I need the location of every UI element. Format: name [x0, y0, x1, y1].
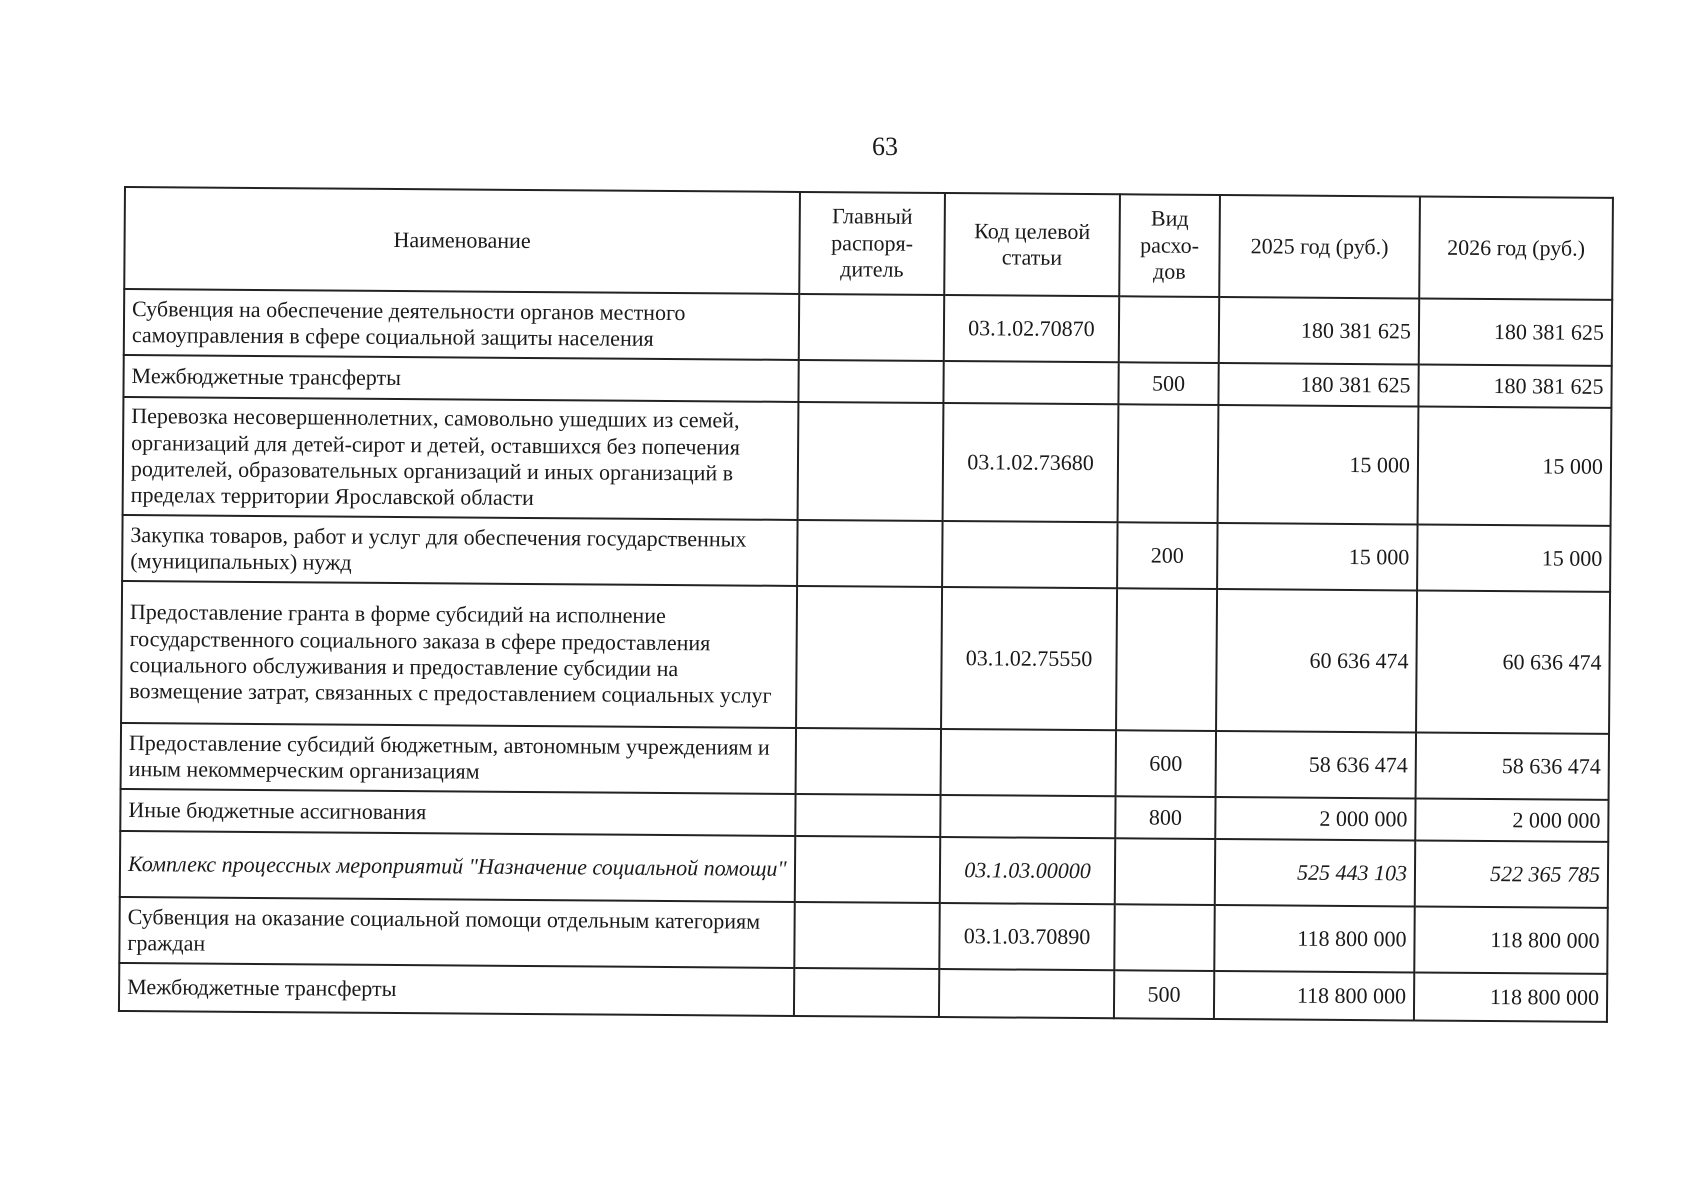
cell-2026: 60 636 474 — [1416, 590, 1610, 733]
cell-2026: 58 636 474 — [1416, 732, 1609, 799]
cell-kind: 200 — [1117, 522, 1217, 589]
cell-name: Предоставление гранта в форме субсидий на исполнение государственного социального заказа в сфере предоставления социального обслуживания и предоставление субсидии на возмещение затрат, связанных с предоставлением социальных услуг — [121, 581, 797, 728]
table-row — [123, 397, 1612, 526]
budget-table — [118, 186, 1614, 1023]
cell-manager — [798, 402, 944, 521]
cell-name: Иные бюджетные ассигнования — [120, 789, 795, 836]
cell-2026: 15 000 — [1417, 524, 1610, 591]
cell-manager — [797, 520, 942, 587]
table-row — [122, 515, 1610, 592]
cell-manager — [795, 794, 940, 837]
cell-name: Комплекс процессных мероприятий "Назначение социальной помощи" — [120, 831, 795, 902]
cell-name: Межбюджетные трансферты — [119, 963, 794, 1016]
cell-manager — [799, 294, 944, 361]
cell-2025: 15 000 — [1217, 523, 1417, 590]
cell-manager — [794, 902, 939, 969]
header-2025: 2025 год (руб.) — [1219, 195, 1420, 298]
cell-code — [942, 521, 1117, 588]
cell-name: Субвенция на оказание социальной помощи отдельным категориям граждан — [119, 897, 794, 968]
cell-manager — [798, 360, 943, 403]
cell-2026: 180 381 625 — [1419, 298, 1612, 365]
cell-2025: 118 800 000 — [1214, 971, 1414, 1020]
table-header-row — [124, 187, 1613, 300]
table-row — [124, 289, 1612, 366]
cell-2026: 180 381 625 — [1418, 364, 1611, 407]
cell-kind — [1119, 296, 1219, 363]
cell-kind — [1118, 404, 1219, 523]
cell-kind: 600 — [1116, 730, 1216, 797]
header-kind: Вид расхо-дов — [1119, 194, 1220, 297]
cell-kind — [1116, 588, 1217, 731]
header-name: Наименование — [124, 187, 800, 294]
budget-sheet — [118, 186, 1612, 1023]
cell-2025: 180 381 625 — [1219, 297, 1419, 364]
cell-manager — [796, 586, 942, 729]
table-row — [121, 581, 1610, 734]
cell-name: Перевозка несовершеннолетних, самовольно ушедших из семей, организаций для детей-сирот и детей, оставшихся без попечения родителей, образовательных организаций и иных организаций в пределах территории Ярославской области — [123, 397, 799, 520]
cell-code: 03.1.03.00000 — [940, 837, 1115, 904]
cell-2026: 118 800 000 — [1414, 906, 1607, 973]
cell-2026: 118 800 000 — [1414, 972, 1607, 1021]
table-row — [121, 723, 1609, 800]
cell-2025: 15 000 — [1218, 405, 1419, 524]
cell-code — [940, 795, 1115, 838]
cell-manager — [796, 728, 941, 795]
cell-code — [939, 969, 1114, 1018]
header-manager: Главный распоря-дитель — [799, 192, 945, 295]
header-2026: 2026 год (руб.) — [1419, 197, 1613, 300]
cell-kind — [1115, 838, 1215, 905]
cell-code: 03.1.02.70870 — [944, 295, 1119, 362]
cell-2025: 2 000 000 — [1215, 797, 1415, 840]
cell-code: 03.1.02.75550 — [941, 587, 1117, 730]
cell-kind: 800 — [1115, 796, 1215, 839]
cell-name: Субвенция на обеспечение деятельности органов местного самоуправления в сфере социальной защиты населения — [124, 289, 799, 360]
table-row — [120, 831, 1608, 908]
cell-name: Предоставление субсидий бюджетным, автономным учреждениям и иным некоммерческим организациям — [121, 723, 796, 794]
cell-kind: 500 — [1118, 362, 1218, 405]
cell-name: Межбюджетные трансферты — [123, 355, 798, 402]
cell-name: Закупка товаров, работ и услуг для обеспечения государственных (муниципальных) нужд — [122, 515, 797, 586]
cell-2025: 180 381 625 — [1218, 363, 1418, 406]
cell-2025: 58 636 474 — [1216, 731, 1416, 798]
page-number: 63 — [872, 132, 898, 161]
table-row — [119, 963, 1607, 1022]
cell-2025: 60 636 474 — [1216, 589, 1417, 732]
cell-kind — [1114, 904, 1214, 971]
table-body — [119, 289, 1612, 1022]
cell-manager — [795, 836, 940, 903]
header-code: Код целевой статьи — [944, 193, 1120, 296]
cell-2026: 522 365 785 — [1415, 840, 1608, 907]
cell-code: 03.1.02.73680 — [943, 403, 1119, 522]
cell-code: 03.1.03.70890 — [939, 903, 1114, 970]
cell-code — [943, 361, 1118, 404]
cell-2025: 525 443 103 — [1215, 839, 1415, 906]
cell-code — [941, 729, 1116, 796]
cell-2025: 118 800 000 — [1214, 905, 1414, 972]
table-row — [119, 897, 1607, 974]
cell-manager — [794, 968, 939, 1017]
cell-2026: 2 000 000 — [1415, 798, 1608, 841]
cell-kind: 500 — [1114, 970, 1214, 1019]
cell-2026: 15 000 — [1418, 406, 1612, 525]
